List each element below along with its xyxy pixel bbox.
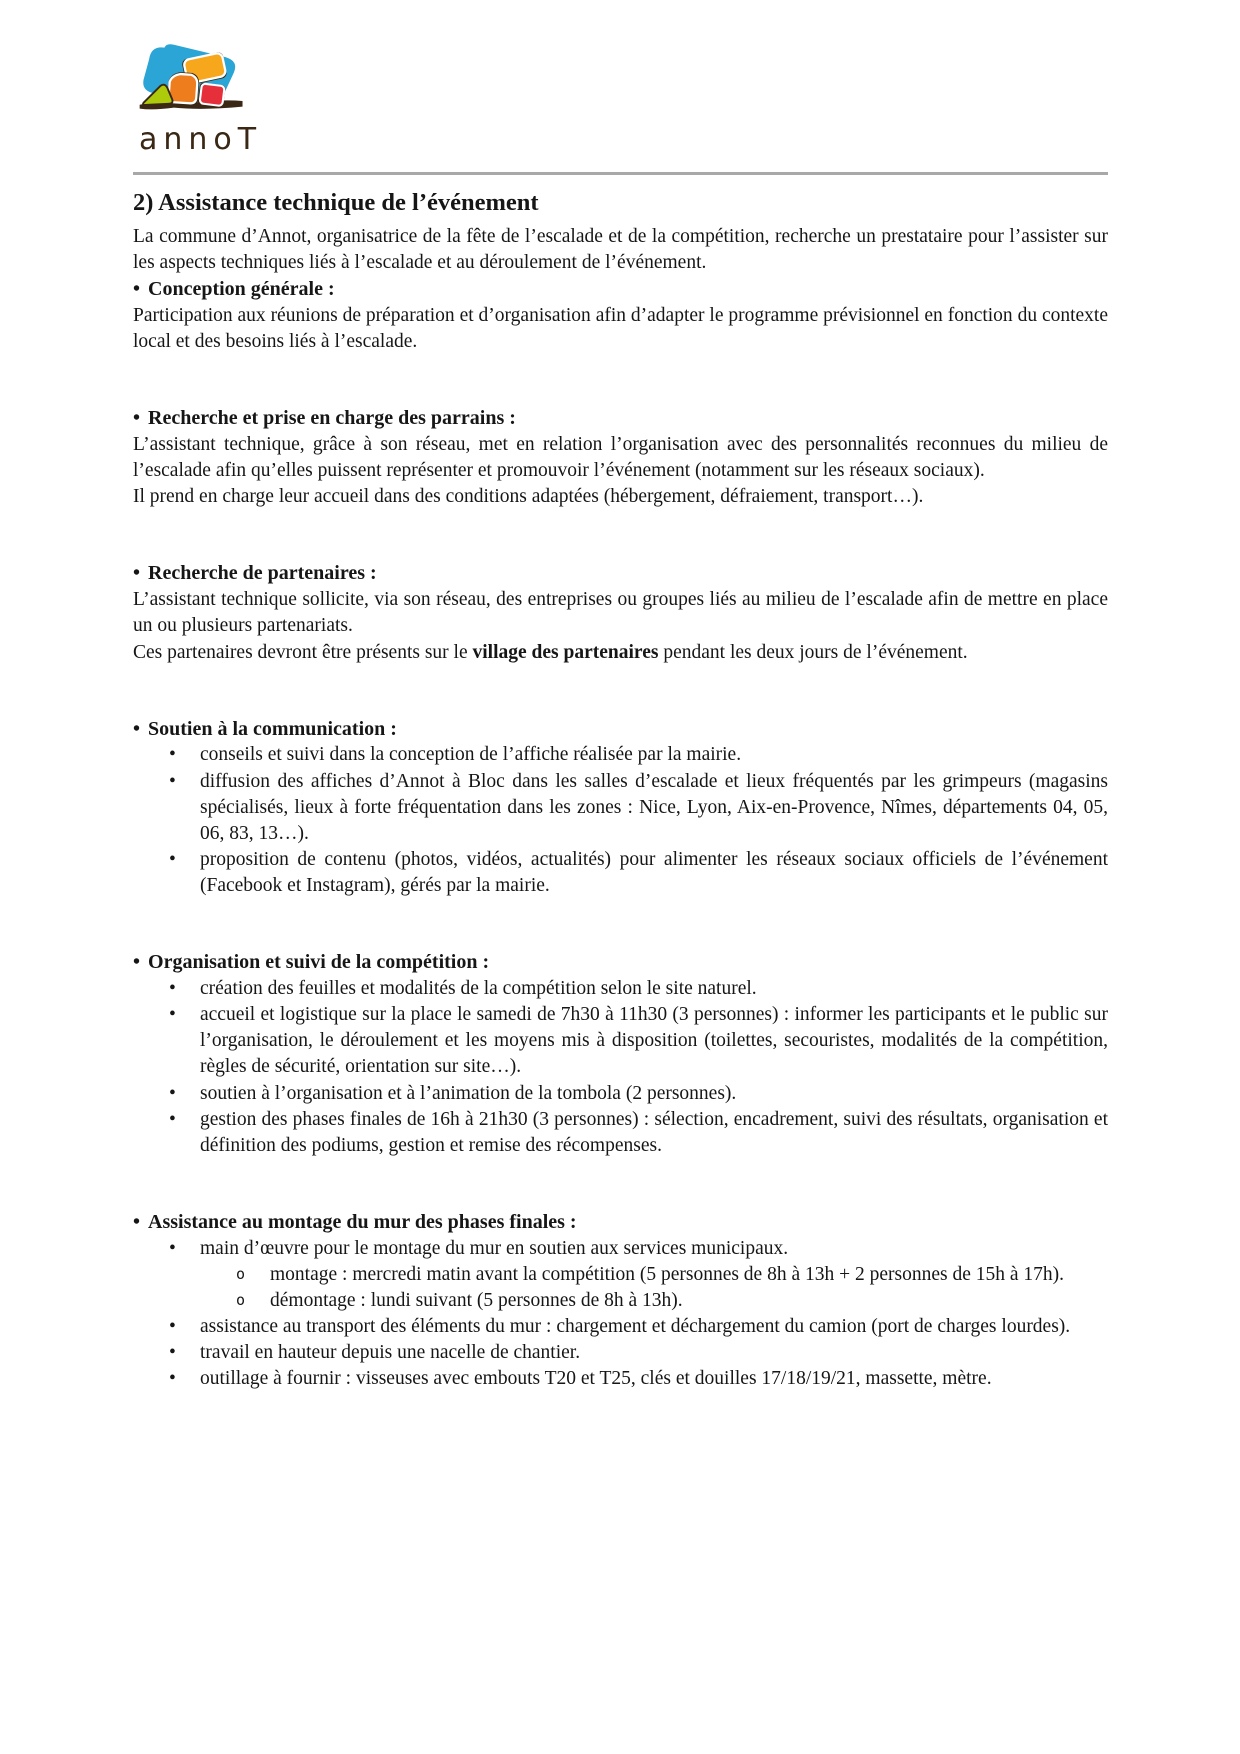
list-item	[133, 1002, 1108, 1080]
list-item	[133, 742, 1108, 768]
list-item	[133, 1236, 1108, 1314]
bullet-icon: •	[169, 744, 176, 766]
section-heading	[133, 276, 1108, 303]
list-item	[133, 847, 1108, 899]
circle-bullet-icon: o	[236, 1264, 246, 1283]
sub-list-item-text: montage : mercredi matin avant la compétition (5 personnes de 8h à 13h + 2 personnes de 15h à 17h).	[270, 1263, 1065, 1285]
section-heading	[133, 716, 1108, 743]
section-conception-generale	[133, 276, 1108, 355]
list-item	[133, 769, 1108, 847]
bullet-icon: •	[133, 407, 141, 430]
paragraph: Participation aux réunions de préparation et d’organisation afin d’adapter le programme prévisionnel en fonction du contexte local et des besoins liés à l’escalade.	[133, 305, 1108, 353]
section-communication	[133, 716, 1108, 900]
list-item-text: outillage à fournir : visseuses avec embouts T20 et T25, clés et douilles 17/18/19/21, massette, mètre.	[200, 1368, 992, 1390]
list-item	[133, 1366, 1108, 1392]
list-item	[133, 1107, 1108, 1159]
bullet-icon: •	[133, 951, 141, 974]
bullet-icon: •	[169, 978, 176, 999]
list-item-text: diffusion des affiches d’Annot à Bloc dans les salles d’escalade et lieux fréquentés par les grimpeurs (magasins spécialisés, lieux à forte fréquentation dans les zones : Nice, Lyon, Aix-en-Provence, Nîmes, départements 04, 05, 06, 83, 13…).	[200, 770, 1108, 844]
section-heading-label: Soutien à la communication :	[148, 717, 397, 740]
list-item-text: assistance au transport des éléments du mur : chargement et déchargement du camion (port de charges lourdes).	[200, 1316, 1071, 1338]
section-partenaires	[133, 560, 1108, 665]
rich-pre: Ces partenaires devront être présents sur le	[133, 641, 473, 663]
list-item	[133, 1340, 1108, 1366]
paragraph: L’assistant technique sollicite, via son réseau, des entreprises ou groupes liés au milieu de l’escalade afin de mettre en place un ou plusieurs partenariats.	[133, 589, 1108, 637]
annot-rocks-icon	[133, 40, 253, 120]
list-item-text: accueil et logistique sur la place le samedi de 7h30 à 11h30 (3 personnes) : informer les participants et le public sur l’organisation, le déroulement et les moyens mis à disposition (toilettes, secouristes, modalités de la compétition, règles de sécurité, orientation sur site…).	[200, 1004, 1108, 1078]
sub-list-item	[200, 1288, 1108, 1314]
paragraph-rich	[133, 640, 1108, 666]
bullet-icon: •	[133, 278, 141, 301]
annot-logo	[133, 40, 273, 160]
intro-paragraph: La commune d’Annot, organisatrice de la fête de l’escalade et de la compétition, recherche un prestataire pour l’assister sur les aspects techniques liés à l’escalade et au déroulement de l’événement.	[133, 226, 1108, 274]
bullet-list	[133, 742, 1108, 899]
list-item	[133, 1081, 1108, 1107]
list-item	[133, 1314, 1108, 1340]
annot-wordmark: annoT	[139, 122, 263, 157]
section-heading-label: Recherche et prise en charge des parrains :	[148, 407, 516, 430]
header-divider	[133, 172, 1108, 175]
section-montage-mur	[133, 1209, 1108, 1393]
bullet-icon: •	[169, 1082, 176, 1104]
section-heading-label: Organisation et suivi de la compétition :	[148, 951, 490, 974]
list-item-text: création des feuilles et modalités de la compétition selon le site naturel.	[200, 978, 757, 999]
bullet-icon: •	[133, 562, 141, 585]
sub-bullet-list	[200, 1262, 1108, 1314]
bullet-icon: •	[169, 1237, 176, 1259]
bullet-icon: •	[169, 770, 176, 792]
section-competition	[133, 949, 1108, 1159]
sub-list-item-text: démontage : lundi suivant (5 personnes de 8h à 13h).	[270, 1289, 683, 1311]
list-item-text: conseils et suivi dans la conception de l’affiche réalisée par la mairie.	[200, 744, 742, 766]
section-heading-label: Conception générale :	[148, 278, 335, 301]
bullet-icon: •	[133, 717, 141, 740]
bullet-icon: •	[169, 1316, 176, 1338]
section-heading-label: Recherche de partenaires :	[148, 562, 377, 585]
section-heading	[133, 949, 1108, 976]
bullet-icon: •	[169, 1004, 176, 1026]
paragraph: L’assistant technique, grâce à son réseau, met en relation l’organisation avec des personnalités reconnues du milieu de l’escalade afin qu’elles puissent représenter et promouvoir l’événement (notamment sur les réseaux sociaux).	[133, 434, 1108, 482]
section-heading	[133, 560, 1108, 587]
sub-list-item	[200, 1262, 1108, 1288]
bullet-icon: •	[169, 1108, 176, 1130]
bullet-list	[133, 1236, 1108, 1393]
bullet-icon: •	[133, 1210, 141, 1233]
list-item-text: main d’œuvre pour le montage du mur en soutien aux services municipaux.	[200, 1237, 789, 1259]
circle-bullet-icon: o	[236, 1290, 246, 1309]
rich-bold: village des partenaires	[472, 641, 659, 663]
bullet-icon: •	[169, 1368, 176, 1390]
bullet-list	[133, 976, 1108, 1159]
bullet-icon: •	[169, 848, 176, 870]
bullet-icon: •	[169, 1342, 176, 1364]
paragraph: Il prend en charge leur accueil dans des conditions adaptées (hébergement, défraiement, transport…).	[133, 486, 924, 508]
list-item-text: travail en hauteur depuis une nacelle de chantier.	[200, 1342, 581, 1364]
list-item-text: gestion des phases finales de 16h à 21h30 (3 personnes) : sélection, encadrement, suivi des résultats, organisation et définition des podiums, gestion et remise des récompenses.	[200, 1108, 1108, 1156]
list-item-text: soutien à l’organisation et à l’animation de la tombola (2 personnes).	[200, 1082, 737, 1104]
rich-post: pendant les deux jours de l’événement.	[658, 641, 968, 663]
section-heading	[133, 405, 1108, 432]
list-item-text: proposition de contenu (photos, vidéos, actualités) pour alimenter les réseaux sociaux officiels de l’événement (Facebook et Instagram), gérés par la mairie.	[200, 848, 1108, 897]
section-parrains	[133, 405, 1108, 510]
list-item	[133, 976, 1108, 1002]
section-heading-label: Assistance au montage du mur des phases finales :	[148, 1210, 577, 1233]
section-heading	[133, 1209, 1108, 1236]
page-title: 2) Assistance technique de l’événement	[133, 189, 539, 217]
